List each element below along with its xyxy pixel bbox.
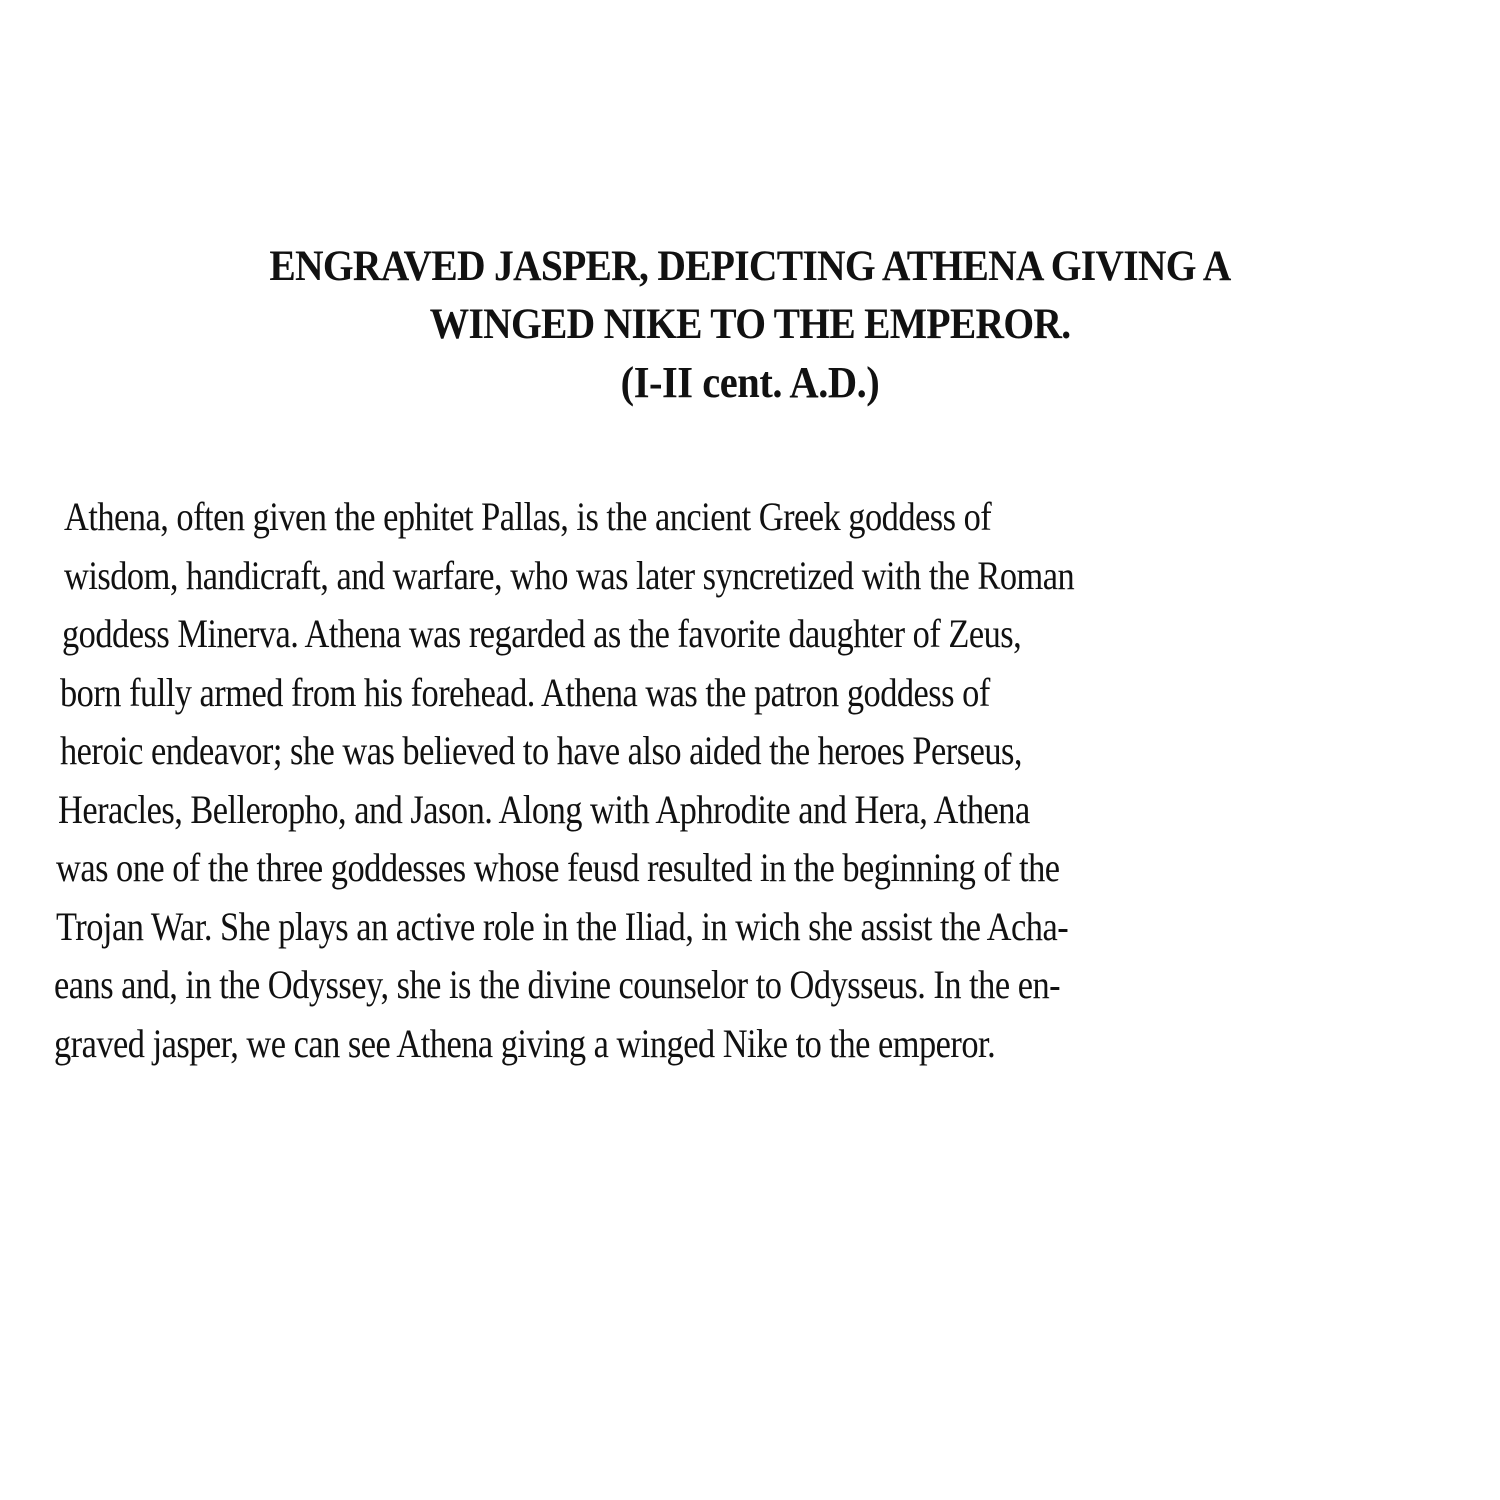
body-line-8: Trojan War. She plays an active role in the Iliad, in wich she assist the Acha-	[56, 903, 1069, 949]
title-block	[0, 238, 1500, 412]
title-line-1: ENGRAVED JASPER, DEPICTING ATHENA GIVING A	[269, 243, 1231, 290]
body-line-9: eans and, in the Odyssey, she is the divine counselor to Odysseus. In the en-	[54, 962, 1061, 1007]
body-line-10: graved jasper, we can see Athena giving a winged Nike to the emperor.	[54, 1020, 996, 1066]
body-line-5: heroic endeavor; she was believed to have also aided the heroes Perseus,	[60, 728, 1023, 773]
body-line-7: was one of the three goddesses whose feusd resulted in the beginning of the	[56, 845, 1060, 890]
date-line: (I-II cent. A.D.)	[620, 358, 880, 407]
title-line-2: WINGED NIKE TO THE EMPEROR.	[429, 301, 1071, 348]
body-line-1: Athena, often given the ephitet Pallas, is the ancient Greek goddess of	[64, 494, 992, 539]
body-line-3: goddess Minerva. Athena was regarded as the favorite daughter of Zeus,	[62, 611, 1022, 656]
body-line-2: wisdom, handicraft, and warfare, who was later syncretized with the Roman	[64, 552, 1075, 598]
body-line-6: Heracles, Belleropho, and Jason. Along with Aphrodite and Hera, Athena	[58, 786, 1030, 832]
body-text	[54, 488, 1454, 1073]
body-line-4: born fully armed from his forehead. Athena was the patron goddess of	[60, 669, 990, 715]
